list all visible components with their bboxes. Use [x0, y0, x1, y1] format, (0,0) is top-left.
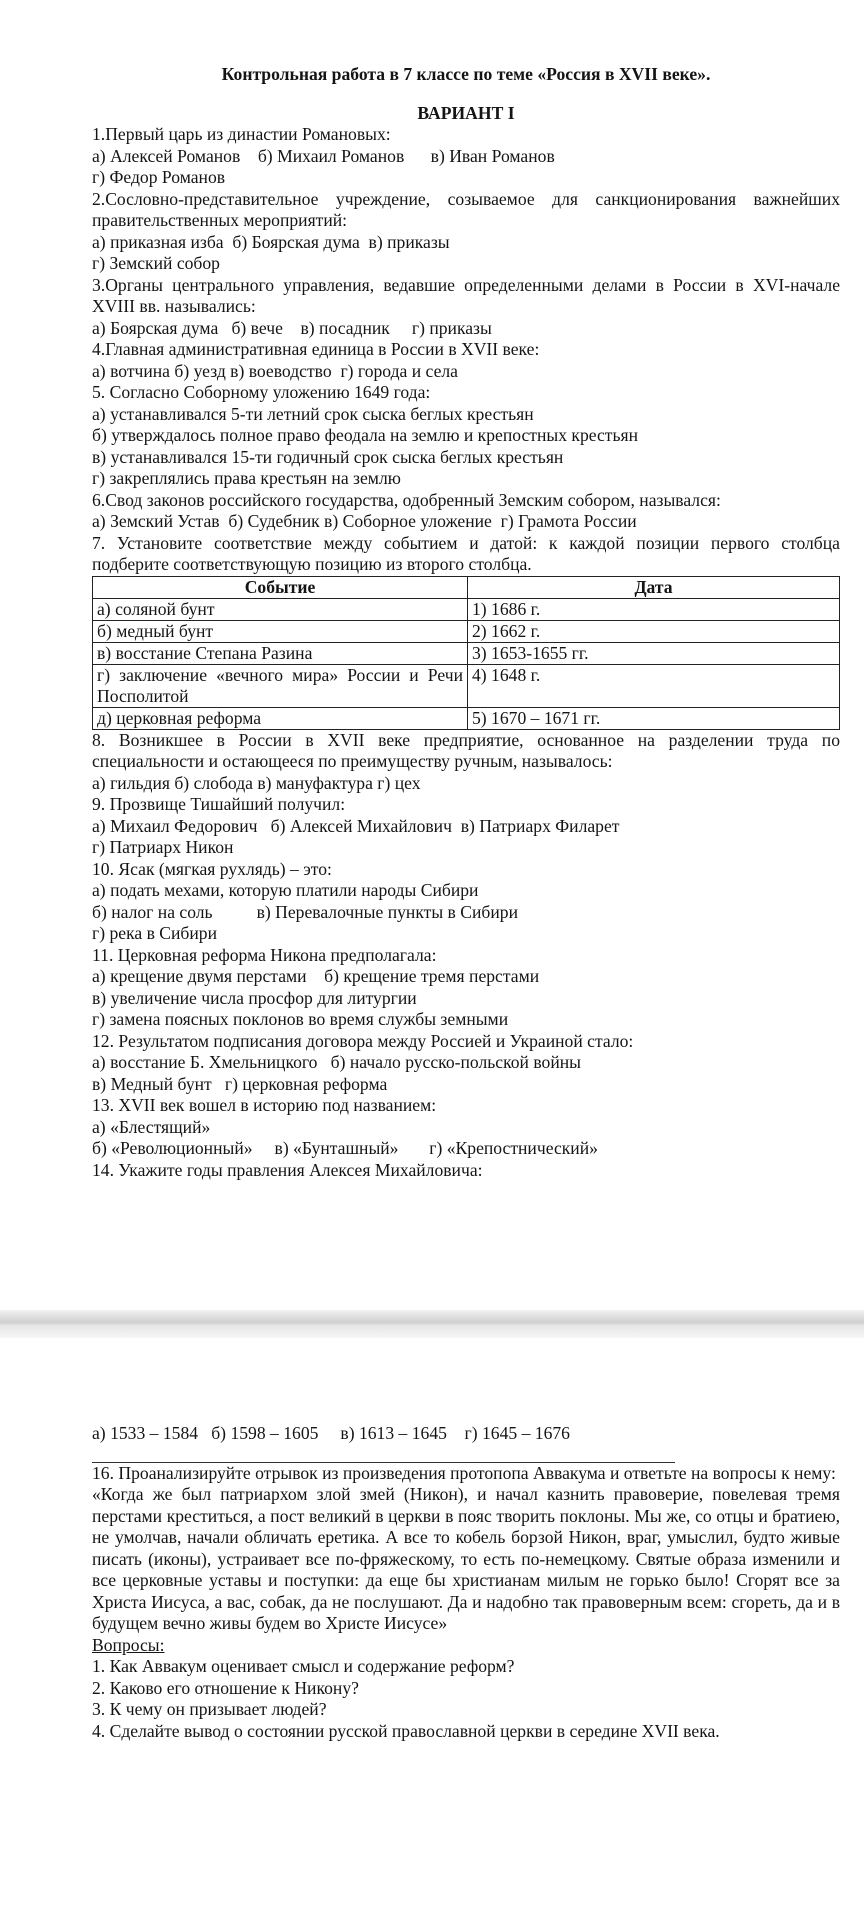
answer-option: а) подать мехами, которую платили народы Сибири [92, 880, 479, 900]
answer-option: в) Медный бунт г) церковная реформа [92, 1073, 388, 1094]
question-10 [92, 859, 840, 945]
question-2 [92, 189, 840, 275]
question-13 [92, 1095, 840, 1160]
question-14 [92, 1160, 840, 1182]
document-title: Контрольная работа в 7 классе по теме «Россия в XVII веке». [221, 64, 711, 84]
question-text: 10. Ясак (мягкая рухлядь) – это: [92, 858, 332, 879]
column-header-event: Событие [93, 576, 468, 598]
question-14-answers: а) 1533 – 1584 б) 1598 – 1605 в) 1613 – 1645 г) 1645 – 1676 [92, 1423, 570, 1443]
answer-options: г) Федор Романов [92, 167, 226, 187]
event-cell: в) восстание Степана Разина [93, 642, 468, 664]
list-item: 4. Сделайте вывод о состоянии русской православной церкви в середине XVII века. [92, 1720, 720, 1741]
question-7 [92, 533, 840, 730]
list-item: 2. Каково его отношение к Никону? [92, 1677, 359, 1698]
event-cell: г) заключение «вечного мира» России и Речи Посполитой [93, 664, 468, 707]
question-4 [92, 339, 840, 382]
question-5 [92, 382, 840, 490]
answer-option: а) крещение двумя перстами б) крещение тремя перстами [92, 966, 540, 986]
answer-option: в) устанавливался 15-ти годичный срок сыска беглых крестьян [92, 446, 564, 467]
column-header-date: Дата [468, 576, 840, 598]
date-cell: 5) 1670 – 1671 гг. [468, 707, 840, 729]
event-cell: а) соляной бунт [93, 598, 468, 620]
page-divider [0, 1310, 864, 1338]
answer-option: б) налог на соль в) Перевалочные пункты в Сибири [92, 901, 518, 922]
date-cell: 2) 1662 г. [468, 620, 840, 642]
list-item: 1. Как Аввакум оценивает смысл и содержание реформ? [92, 1656, 515, 1676]
answer-option: б) «Революционный» в) «Бунташный» г) «Крепостнический» [92, 1138, 598, 1158]
date-cell: 4) 1648 г. [468, 664, 840, 707]
table-row [93, 707, 840, 729]
question-text: 8. Возникшее в России в XVII веке предприятие, основанное на разделении труда по специальности и остающееся по преимуществу ручным, называлось: [92, 729, 840, 771]
list-item: 3. К чему он призывает людей? [92, 1699, 327, 1719]
table-row [93, 620, 840, 642]
table-row [93, 642, 840, 664]
answer-options: а) Земский Устав б) Судебник в) Соборное уложение г) Грамота России [92, 511, 637, 531]
question-11 [92, 945, 840, 1031]
event-cell: д) церковная реформа [93, 707, 468, 729]
question-text: 9. Прозвище Тишайший получил: [92, 794, 346, 814]
question-text: 7. Установите соответствие между событием и датой: к каждой позиции первого столбца подберите соответствующую позицию из второго столбца. [92, 532, 840, 574]
question-16-text: 16. Проанализируйте отрывок из произведения протопопа Аввакума и ответьте на вопросы к нему: [92, 1462, 836, 1483]
question-9 [92, 794, 840, 859]
question-text: 11. Церковная реформа Никона предполагала: [92, 944, 437, 965]
answer-options: а) Михаил Федорович б) Алексей Михайлович в) Патриарх Филарет [92, 815, 620, 836]
answer-options: г) Патриарх Никон [92, 837, 234, 857]
question-text: 4.Главная административная единица в России в XVII веке: [92, 339, 540, 359]
answer-option: а) «Блестящий» [92, 1116, 211, 1137]
matching-table [92, 576, 840, 730]
event-cell: б) медный бунт [93, 620, 468, 642]
table-row [93, 664, 840, 707]
answer-option: г) замена поясных поклонов во время службы земными [92, 1009, 509, 1029]
answer-option: г) закреплялись права крестьян на землю [92, 468, 401, 488]
question-text: 13. XVII век вошел в историю под названием: [92, 1095, 437, 1115]
answer-option: а) устанавливался 5-ти летний срок сыска беглых крестьян [92, 403, 534, 424]
answer-option: б) утверждалось полное право феодала на землю и крепостных крестьян [92, 425, 639, 445]
question-text: 2.Сословно-представительное учреждение, созываемое для санкционирования важнейших правительственных мероприятий: [92, 188, 840, 230]
avvakum-quote: «Когда же был патриархом злой змей (Никон), и начал казнить правоверие, повелевая тремя перстами креститься, а пост великий в церкви в пояс творить поклоны. Мы же, со отцы и братиею, не умолчав, начали обличать еретика. А все то кобель борзой Никон, враг, умыслил, будто живые писать (иконы), устраивает все по-фряжескому, то есть по-немецкому. Святые образа изменили и все церковные уставы и поступки: да еще бы христианам милым не горько было! Сгорят все за Христа Иисуса, а вас, собак, да не послушают. Да и надобно так правоверным всем: сгореть, да и в будущем вечно живы будем во Христе Иисусе» [92, 1484, 840, 1633]
question-text: 3.Органы центрального управления, ведавшие определенными делами в России в XVI-начале XVIII вв. назывались: [92, 274, 840, 316]
answer-options: а) вотчина б) уезд в) воеводство г) города и села [92, 360, 458, 381]
question-text: 5. Согласно Соборному уложению 1649 года: [92, 382, 431, 402]
table-header-row [93, 576, 840, 598]
answer-option: г) река в Сибири [92, 923, 218, 943]
questions-title: Вопросы: [92, 1634, 165, 1655]
question-3 [92, 275, 840, 340]
answer-options: а) гильдия б) слобода в) мануфактура г) цех [92, 772, 421, 793]
question-text: 6.Свод законов российского государства, одобренный Земским собором, назывался: [92, 489, 721, 510]
answer-options: г) Земский собор [92, 253, 220, 273]
answer-options: а) Алексей Романов б) Михаил Романов в) Иван Романов [92, 145, 555, 166]
test-content [92, 64, 840, 1181]
variant-heading: ВАРИАНТ I [417, 102, 515, 123]
question-text: 14. Укажите годы правления Алексея Михайловича: [92, 1159, 483, 1180]
question-text: 1.Первый царь из династии Романовых: [92, 124, 391, 144]
question-12 [92, 1031, 840, 1096]
answer-options: а) Боярская дума б) вече в) посадник г) приказы [92, 317, 492, 338]
date-cell: 3) 1653-1655 гг. [468, 642, 840, 664]
answer-option: в) увеличение числа просфор для литургии [92, 987, 417, 1008]
question-6 [92, 490, 840, 533]
date-cell: 1) 1686 г. [468, 598, 840, 620]
page-two-content [92, 1423, 840, 1742]
answer-option: а) восстание Б. Хмельницкого б) начало русско-польской войны [92, 1052, 581, 1072]
page-two [0, 1338, 864, 1920]
question-8 [92, 730, 840, 795]
table-row [93, 598, 840, 620]
question-1 [92, 124, 840, 189]
question-text: 12. Результатом подписания договора между Россией и Украиной стало: [92, 1030, 634, 1051]
answer-options: а) приказная изба б) Боярская дума в) приказы [92, 231, 450, 252]
